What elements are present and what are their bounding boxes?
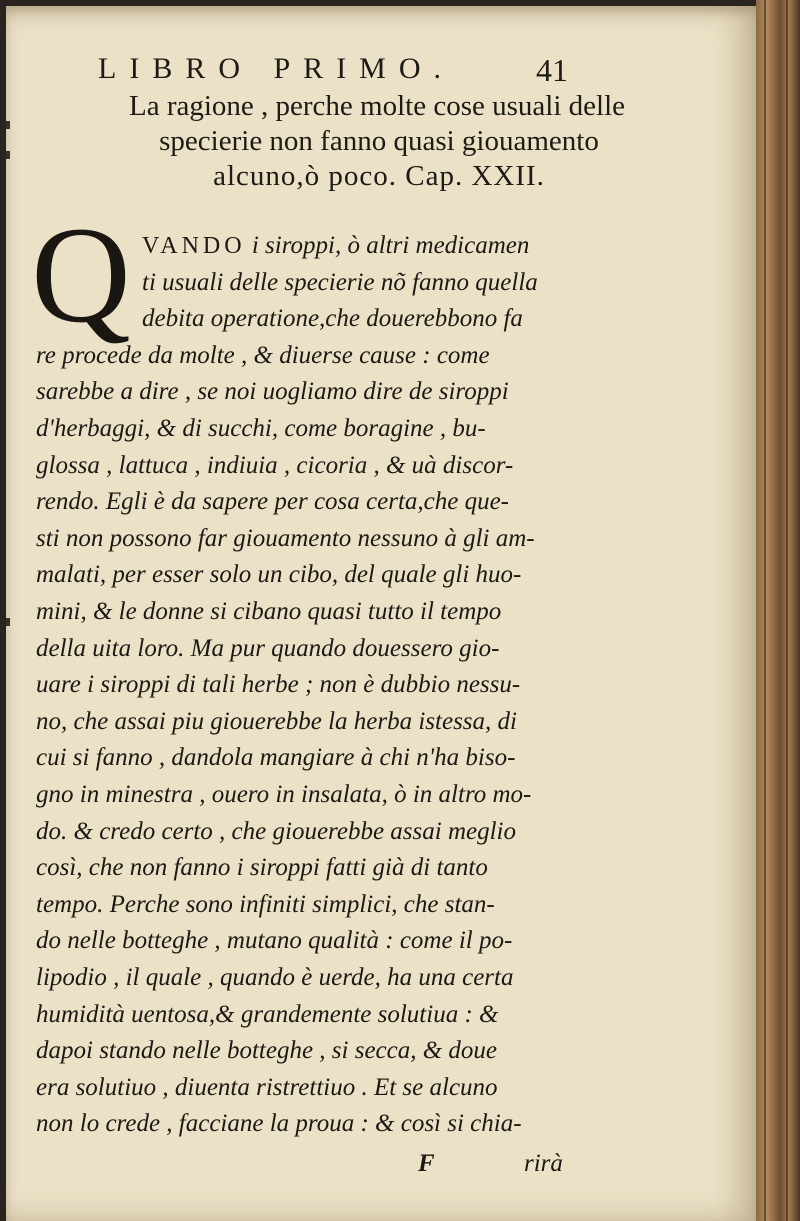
chapter-title-line: specierie non fanno quasi giouamento — [159, 125, 599, 157]
line-text: malati, per esser solo un cibo, del quale gli huo- — [36, 561, 522, 589]
line-text: uare i siroppi di tali herbe ; non è dubbio nessu- — [36, 671, 521, 699]
signature-mark: F — [418, 1150, 435, 1177]
text-line — [142, 305, 612, 345]
spine-groove — [786, 0, 788, 1221]
line-text: era solutiuo , diuenta ristrettiuo . Et se alcuno — [36, 1073, 498, 1101]
text-line — [36, 1037, 606, 1077]
page-edge-mark — [6, 618, 10, 626]
text-line — [36, 964, 606, 1004]
text-line — [36, 891, 606, 931]
text-line — [36, 488, 606, 528]
line-text: mini, & le donne si cibano quasi tutto il tempo — [36, 598, 502, 625]
text-line — [36, 1074, 606, 1114]
text-line — [36, 744, 606, 784]
text-line — [36, 1110, 606, 1150]
text-line — [36, 781, 606, 821]
text-line — [142, 269, 612, 309]
line-text: do nelle botteghe , mutano qualità : come il po- — [36, 927, 513, 955]
line-text: debita operatione,che douerebbono fa — [142, 305, 523, 333]
line-text: della uita loro. Ma pur quando douessero gio- — [36, 634, 500, 662]
line-text: no, che assai piu giouerebbe la herba istessa, di — [36, 707, 517, 735]
line-text: humidità uentosa,& grandemente solutiua : & — [36, 1000, 499, 1028]
text-line — [36, 561, 606, 601]
text-line — [36, 525, 606, 565]
running-title: LIBRO PRIMO. — [98, 52, 455, 85]
line-text: re procede da molte , & diuerse cause : come — [36, 341, 490, 369]
line-text: lipodio , il quale , quando è uerde, ha una certa — [36, 964, 514, 991]
catchword: rirà — [524, 1150, 563, 1177]
line-text: dapoi stando nelle botteghe , si secca, & doue — [36, 1037, 498, 1065]
text-line — [36, 342, 606, 382]
text-line — [36, 671, 606, 711]
line-text: non lo crede , facciane la proua : & così si chia- — [36, 1110, 522, 1138]
line-text: sarebbe a dire , se noi uogliamo dire de siroppi — [36, 378, 509, 406]
text-line — [36, 1001, 606, 1041]
running-header — [98, 52, 598, 92]
text-line — [36, 854, 606, 894]
line-text: gno in minestra , ouero in insalata, ò in altro mo- — [36, 781, 532, 808]
line-text: i siroppi, ò altri medicamen — [245, 232, 530, 259]
opening-word-caps: VANDO — [142, 233, 246, 259]
line-text: cui si fanno , dandola mangiare à chi n'ha biso- — [36, 744, 516, 772]
line-text: ti usuali delle specierie nõ fanno quella — [142, 268, 538, 296]
text-line — [36, 598, 606, 638]
line-text: sti non possono far giouamento nessuno à gli am- — [36, 524, 535, 552]
text-line — [142, 232, 612, 272]
chapter-title-line: alcuno,ò poco. Cap. XXII. — [213, 160, 545, 192]
line-text: d'herbaggi, & di succhi, come boragine , bu- — [36, 415, 486, 442]
spine-groove — [764, 0, 766, 1221]
text-line — [36, 708, 606, 748]
text-line — [36, 452, 606, 492]
text-line — [36, 927, 606, 967]
book-spine — [756, 0, 800, 1221]
text-line — [36, 635, 606, 675]
line-text: glossa , lattuca , indiuia , cicoria , & uà discor- — [36, 451, 514, 479]
line-text: rendo. Egli è da sapere per cosa certa,che que- — [36, 488, 510, 516]
drop-cap: Q — [31, 198, 131, 351]
line-text: così, che non fanno i siroppi fatti già di tanto — [36, 854, 488, 882]
folio-number: 41 — [536, 52, 568, 88]
text-line — [36, 378, 606, 418]
text-line — [36, 818, 606, 858]
text-line — [36, 415, 606, 455]
line-text: tempo. Perche sono infiniti simplici, che stan- — [36, 890, 495, 918]
line-text: do. & credo certo , che giouerebbe assai meglio — [36, 817, 516, 845]
chapter-title-line: La ragione , perche molte cose usuali delle — [128, 90, 626, 122]
